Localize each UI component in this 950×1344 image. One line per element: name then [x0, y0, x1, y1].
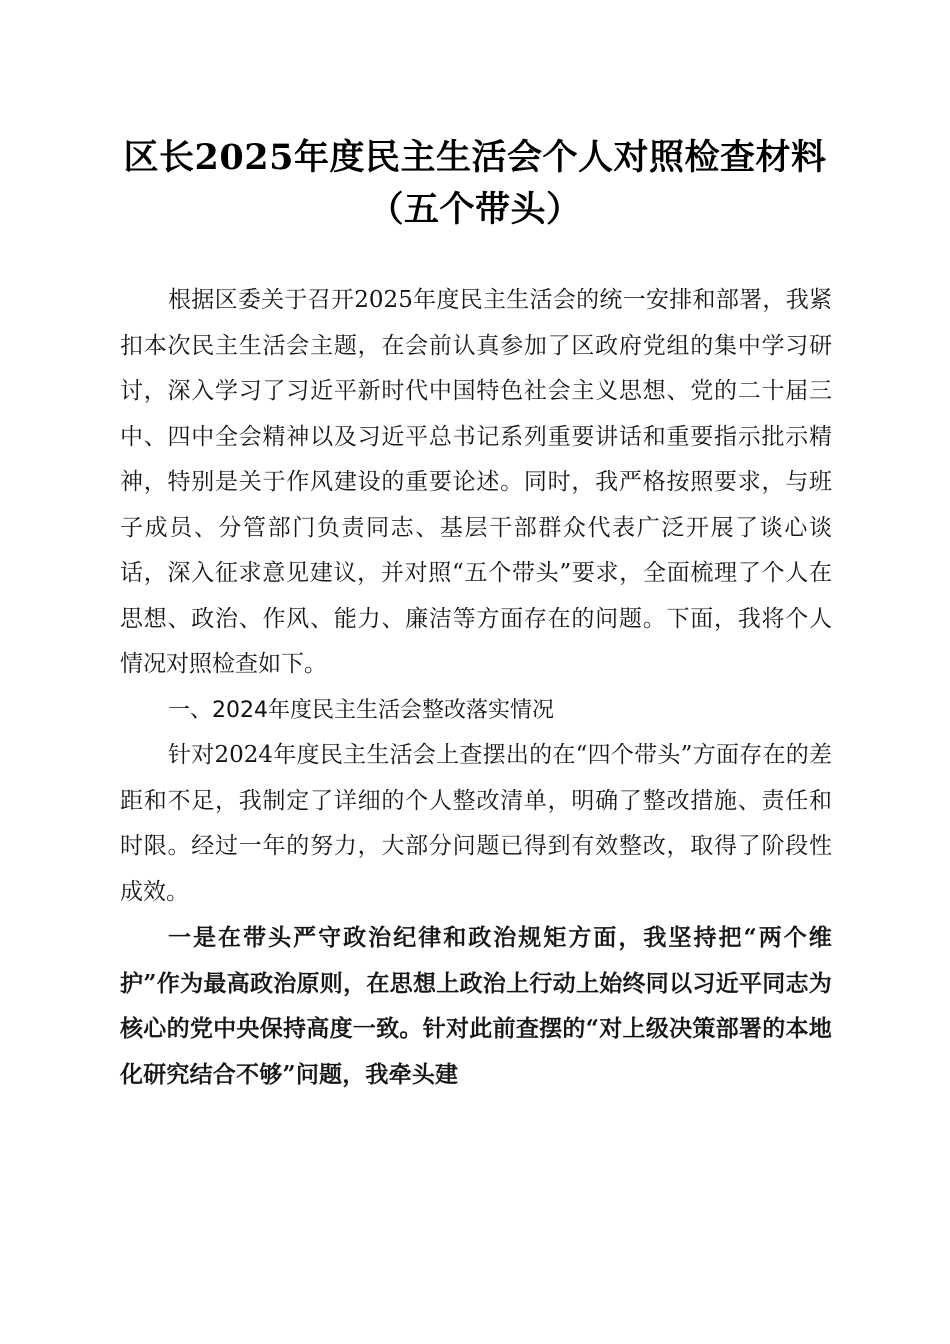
- document-title: [0, 132, 950, 236]
- intro-paragraph: 根据区委关于召开2025年度民主生活会的统一安排和部署，我紧扣本次民主生活会主题，在会前认真参加了区政府党组的集中学习研讨，深入学习了习近平新时代中国特色社会主义思想、党的二十届三中、四中全会精神以及习近平总书记系列重要讲话和重要指示批示精神，特别是关于作风建设的重要论述。同时，我严格按照要求，与班子成员、分管部门负责同志、基层干部群众代表广泛开展了谈心谈话，深入征求意见建议，并对照“五个带头”要求，全面梳理了个人在思想、政治、作风、能力、廉洁等方面存在的问题。下面，我将个人情况对照检查如下。: [120, 287, 832, 677]
- title-line-2: （五个带头）: [368, 189, 582, 230]
- title-line-1: 区长2025年度民主生活会个人对照检查材料: [123, 137, 827, 178]
- document-body: [120, 278, 832, 1097]
- section-1-heading: 一、2024年度民主生活会整改落实情况: [168, 697, 554, 723]
- section-1-paragraph-1: 针对2024年度民主生活会上查摆出的在“四个带头”方面存在的差距和不足，我制定了详细的个人整改清单，明确了整改措施、责任和时限。经过一年的努力，大部分问题已得到有效整改，取得了阶段性成效。: [120, 742, 832, 905]
- section-1-paragraph-2: 一是在带头严守政治纪律和政治规矩方面，我坚持把“两个维护”作为最高政治原则，在思想上政治上行动上始终同以习近平同志为核心的党中央保持高度一致。针对此前查摆的“对上级决策部署的本地化研究结合不够”问题，我牵头建: [120, 924, 832, 1088]
